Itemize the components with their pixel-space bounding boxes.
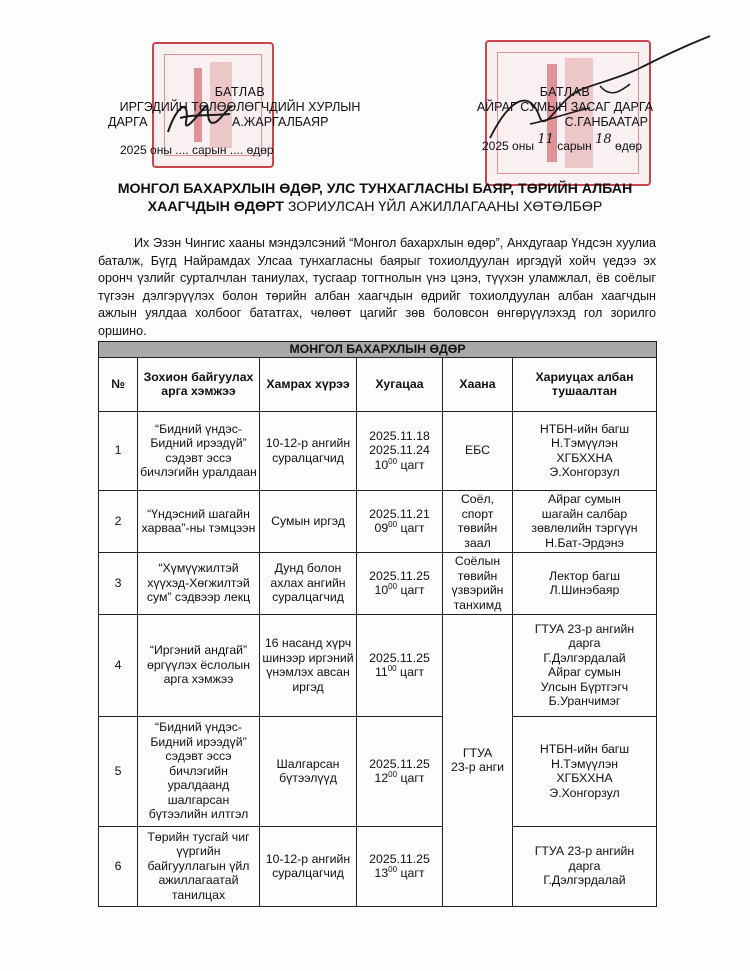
left-approval-position-2: ДАРГА (108, 115, 148, 129)
table-row: 2 “Үндэсний шагайн харваа”-ны тэмцээн Сумын иргэд 2025.11.21 $09^{00}$ цагт Соёл, спорт төвийн заал Айраг сумын шагайн салбар зөвлөлийн тэргүүн Н.Бат-Эрдэнэ (99, 490, 657, 552)
table-row: 5 “Бидний үндэс-Бидний ирээдүй” сэдэвт эссэ бичлэгийн уралдаанд шалгарсан бүтээлийн илтгэл Шалгарсан бүтээлүүд 2025.11.25 $12^{00}$ цагт НТБН-ийн багш Н.Тэмүүлэн ХГБХХНА Э.Хонгорзул (99, 716, 657, 826)
table-row: 6 Төрийн тусгай чиг үүргийн байгууллагын үйл ажиллагаатай танилцах 10-12-р ангийн суралцагчид 2025.11.25 $13^{00}$ цагт ГТУА 23-р ангийн дарга Г.Дэлгэрдалай (99, 826, 657, 906)
left-approval-title: БАТЛАВ (214, 85, 266, 99)
header-audience: Хамрах хүрээ (260, 357, 357, 411)
program-table (98, 341, 657, 907)
left-approval-date: 2025 оны .... сарын .... өдөр (120, 143, 274, 157)
header-place: Хаана (443, 357, 513, 411)
right-signature-icon (470, 28, 720, 158)
right-approval-title: БАТЛАВ (539, 85, 591, 99)
header-responsible: Хариуцах албан тушаалтан (513, 357, 657, 411)
left-signature-icon (160, 92, 240, 142)
table-row: 1 “Бидний үндэс-Бидний ирээдүй” сэдэвт эссэ бичлэгийн уралдаан 10-12-р ангийн суралцагчид 2025.11.18 2025.11.24 $10^{00}$ цагт ЕБС НТБН-ийн багш Н.Тэмүүлэн ХГБХХНА Э.Хонгорзул (99, 411, 657, 490)
shared-place-cell: ГТУА 23-р анги (443, 614, 513, 906)
right-approval-position: АЙРАГ СУМЫН ЗАСАГ ДАРГА (476, 100, 654, 114)
left-approval-position: ИРГЭДИЙН ТӨЛӨӨЛӨГЧДИЙН ХУРЛЫН (119, 100, 361, 114)
left-approval-name: А.ЖАРГАЛБАЯР (232, 115, 329, 129)
header-num: № (99, 357, 138, 411)
document-title: МОНГОЛ БАХАРХЛЫН ӨДӨР, УЛС ТУНХАГЛАСНЫ БАЯР, ТӨРИЙН АЛБАН ХААГЧДЫН ӨДӨРТ ЗОРИУЛСАН ҮЙЛ АЖИЛЛАГААНЫ ХӨТӨЛБӨР (117, 181, 633, 215)
header-event: Зохион байгуулах арга хэмжээ (138, 357, 260, 411)
right-approval-name: С.ГАНБААТАР (564, 115, 648, 129)
intro-paragraph: Их Эзэн Чингис хааны мэндэлсэний “Монгол бахархлын өдөр”, Анхдугаар Үндсэн хуулиа баталж, Бүгд Найрамдах Улсаа тунхагласны баярыг тохиолдуулан иргэдүй хойч үедээ эх оронч үзлийг сурталчлан таниулах, тусгаар тогтнолын үнэ цэнэ, түүхэн уламжлал, ёв соёлыг түгээн дэлгэрүүлэх болон төрийн албан хаагчдын өдрийг тохиолдуулан албан хаагчдын ажлын уялдаа холбоог бататгах, чөлөөт цагийг зөв боловсон өнгөрүүлэхэд гол зорилго оршино. (98, 236, 656, 338)
left-approval-block (95, 85, 385, 130)
table-row: 4 “Иргэний андгай” өргүүлэх ёслолын арга хэмжээ 16 насанд хүрч шинээр иргэний үнэмлэх авсан иргэд 2025.11.25 $11^{00}$ цагт ГТУА 23-р анги ГТУА 23-р ангийн дарга Г.Дэлгэрдалай Айраг сумын Улсын Бүртгэгч Б.Уранчимэг (99, 614, 657, 716)
handwritten-day: 18 (595, 132, 612, 147)
header-date: Хугацаа (357, 357, 443, 411)
table-section-title: МОНГОЛ БАХАРХЛЫН ӨДӨР (99, 342, 657, 358)
table-row: 3 “Хүмүүжилтэй хүүхэд-Хөгжилтэй сум” сэдвээр лекц Дунд болон ахлах ангийн суралцагчид 2025.11.25 $10^{00}$ цагт Соёлын төвийн үзвэрийн танхимд Лектор багш Л.Шинэбаяр (99, 552, 657, 614)
handwritten-month: 11 (537, 132, 554, 147)
right-approval-date: 2025 оны 11 сарын 18 өдөр (482, 132, 643, 153)
